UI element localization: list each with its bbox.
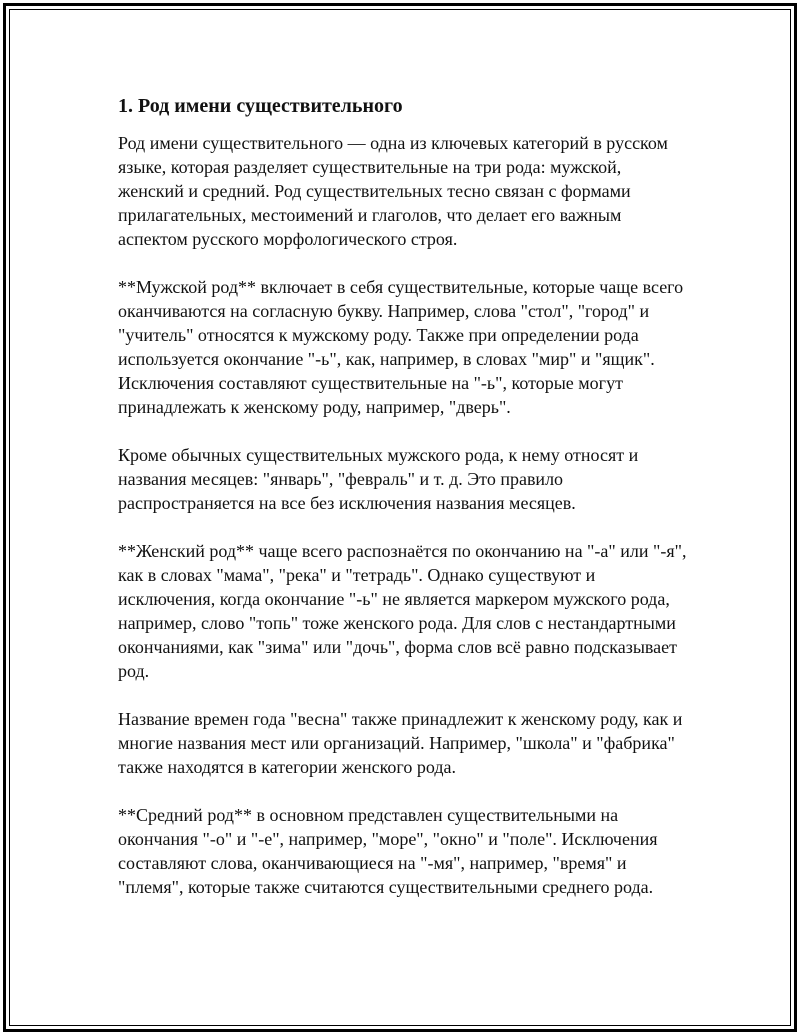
paragraph-seasons: Название времен года "весна" также принадлежит к женскому роду, как и многие названия мест или организаций. Например, "школа" и "фабрика" также находятся в категории женского рода. — [118, 709, 683, 777]
paragraph-feminine: **Женский род** чаще всего распознаётся по окончанию на "-а" или "-я", как в словах "мама", "река" и "тетрадь". Однако существуют и исключения, когда окончание "-ь" не является маркером мужского рода, например, слово "топь" тоже женского рода. Для слов с нестандартными окончаниями, как "зима" или "дочь", форма слов всё равно подсказывает род. — [118, 541, 687, 681]
paragraph-masculine: **Мужской род** включает в себя существительные, которые чаще всего оканчиваются на согласную букву. Например, слова "стол", "город" и "учитель" относятся к мужскому роду. Также при определении рода используется окончание "-ь", как, например, в словах "мир" и "ящик". Исключения составляют существительные на "-ь", которые могут принадлежать к женскому роду, например, "дверь". — [118, 277, 684, 417]
document-body — [118, 93, 690, 923]
section-title: 1. Род имени существительного — [118, 95, 403, 117]
paragraph-months: Кроме обычных существительных мужского рода, к нему относят и названия месяцев: "январь", "февраль" и т. д. Это правило распространяется на все без исключения названия месяцев. — [118, 445, 639, 513]
paragraph-neuter: **Средний род** в основном представлен существительными на окончания "-о" и "-е", например, "море", "окно" и "поле". Исключения составляют слова, оканчивающиеся на "-мя", например, "время" и "племя", которые также считаются существительными среднего рода. — [118, 805, 658, 897]
paragraph-intro: Род имени существительного — одна из ключевых категорий в русском языке, которая разделяет существительные на три рода: мужской, женский и средний. Род существительных тесно связан с формами прилагательных, местоимений и глаголов, что делает его важным аспектом русского морфологического строя. — [118, 133, 668, 249]
